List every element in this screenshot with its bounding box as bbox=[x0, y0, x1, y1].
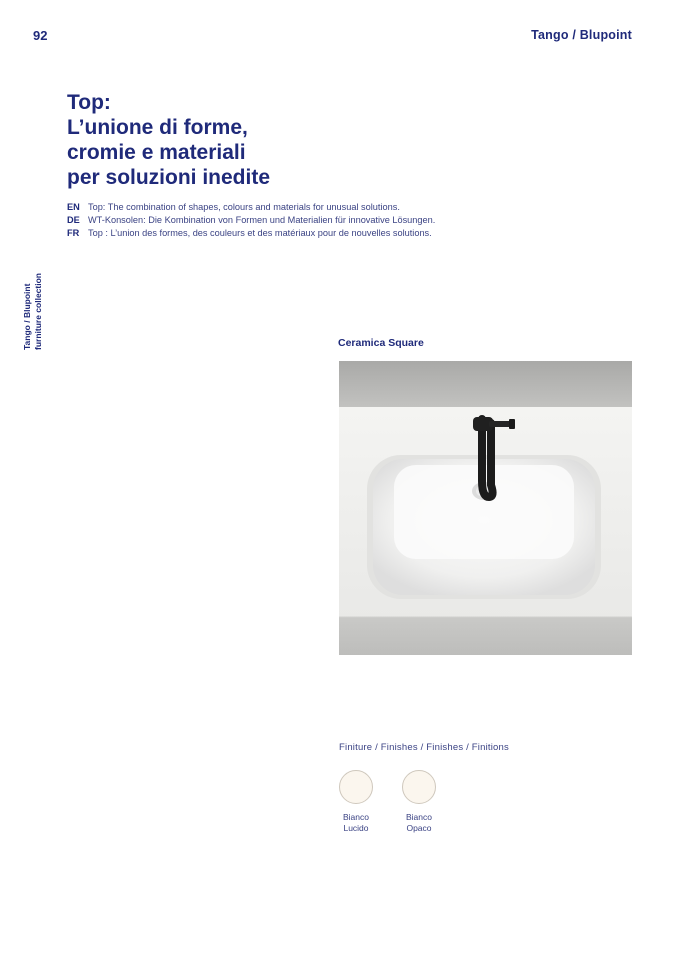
finish-label-line2: Lucido bbox=[343, 823, 369, 833]
language-code: EN bbox=[67, 202, 80, 212]
page-number: 92 bbox=[33, 28, 48, 43]
washbasin-illustration bbox=[339, 361, 632, 655]
side-label-line2: furniture collection bbox=[33, 273, 43, 350]
finish-option-bianco-lucido[interactable] bbox=[336, 770, 376, 834]
translations-block bbox=[67, 201, 435, 240]
translation-row-en bbox=[67, 201, 435, 214]
heading-line: L’unione di forme, bbox=[67, 116, 248, 139]
header-title: Tango / Blupoint bbox=[531, 28, 632, 42]
finish-option-bianco-opaco[interactable] bbox=[399, 770, 439, 834]
heading-line: per soluzioni inedite bbox=[67, 166, 271, 189]
translation-text: WT-Konsolen: Die Kombination von Formen und Materialien für innovative Lösungen. bbox=[88, 215, 436, 225]
finish-label-line1: Bianco bbox=[406, 812, 432, 822]
finish-label-line1: Bianco bbox=[343, 812, 369, 822]
finish-label bbox=[336, 812, 376, 834]
finish-swatch[interactable] bbox=[339, 770, 373, 804]
heading-line: cromie e materiali bbox=[67, 141, 246, 164]
finish-label bbox=[399, 812, 439, 834]
product-name: Ceramica Square bbox=[338, 337, 424, 349]
finish-swatch[interactable] bbox=[402, 770, 436, 804]
page-heading bbox=[67, 90, 270, 190]
heading-line: Top: bbox=[67, 91, 111, 114]
side-collection-label bbox=[22, 230, 44, 350]
translation-text: Top: The combination of shapes, colours and materials for unusual solutions. bbox=[88, 202, 400, 212]
language-code: DE bbox=[67, 215, 80, 225]
language-code: FR bbox=[67, 228, 80, 238]
finishes-label: Finiture / Finishes / Finishes / Finitions bbox=[339, 742, 509, 753]
translation-row-de bbox=[67, 214, 435, 227]
finish-label-line2: Opaco bbox=[406, 823, 432, 833]
washbasin-photo bbox=[339, 361, 632, 655]
side-label-line1: Tango / Blupoint bbox=[22, 283, 32, 350]
translation-text: Top : L’union des formes, des couleurs et des matériaux pour de nouvelles solutions. bbox=[88, 228, 432, 238]
translation-row-fr bbox=[67, 227, 435, 240]
